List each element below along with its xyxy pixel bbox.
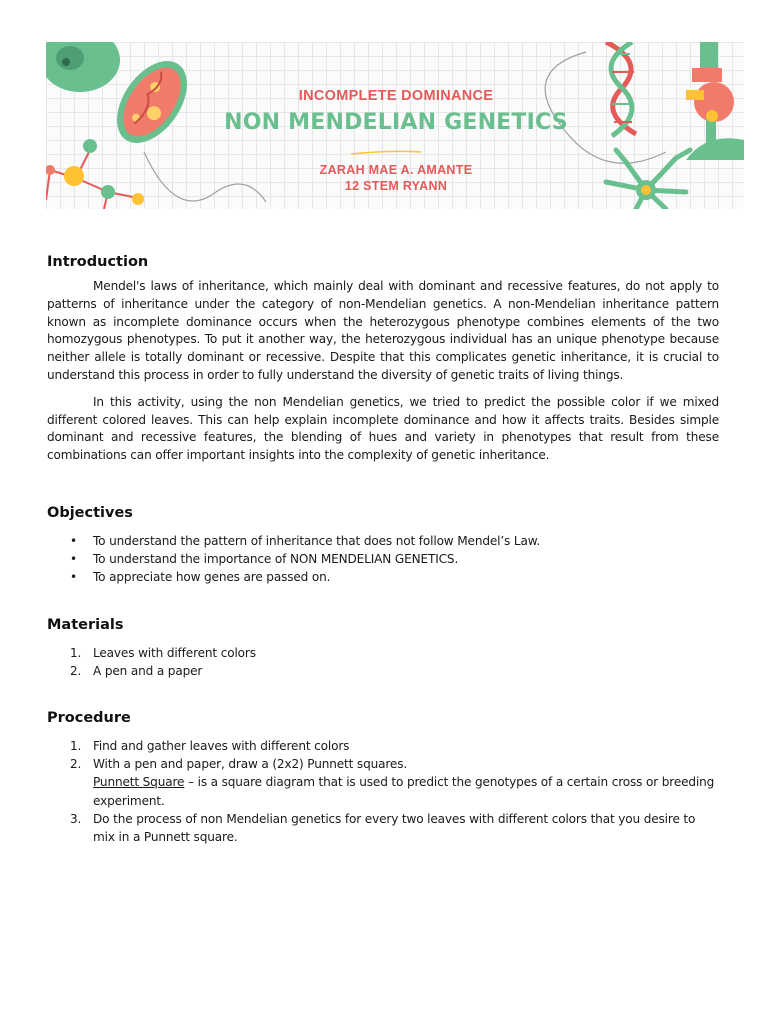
materials-list (47, 644, 719, 680)
objectives-list (47, 532, 719, 587)
introduction-heading: Introduction (47, 254, 149, 270)
document-body (47, 252, 719, 846)
introduction-paragraph-1: Mendel's laws of inheritance, which mainly deal with dominant and recessive features, do not apply to patterns of inheritance under the category of non-Mendelian genetics. A non-Mendelian inheritance pattern known as incomplete dominance occurs when the heterozygous phenotype combines elements of the two homozygous phenotypes. To put it another way, the heterozygous individual has an unique phenotype because neither allele is totally dominant or recessive. Despite that this complicates genetic inheritance, it is crucial to understand this process in order to fully understand the diversity of genetic traits of living things. (47, 279, 719, 382)
list-item: • To understand the pattern of inheritance that does not follow Mendel’s Law. (47, 532, 719, 550)
list-item: 3. Do the process of non Mendelian genetics for every two leaves with different colors that you desire to mix in a Punnett square. (70, 811, 696, 844)
banner-class: 12 STEM RYANN (344, 179, 448, 193)
bullet-icon: • (70, 533, 77, 548)
procedure-heading: Procedure (47, 709, 131, 726)
materials-heading: Materials (47, 616, 124, 633)
microscope-icon (686, 42, 744, 160)
banner-author: ZARAH MAE A. AMANTE (319, 163, 473, 177)
introduction-paragraph-2: In this activity, using the non Mendelian genetics, we tried to predict the possible color if we mixed different colored leaves. This can help explain incomplete dominance and how it affects traits. Besides simple dominant and recessive features, the blending of hues and variety in phenotypes that result from these combinations can offer important insights into the complexity of genetic inheritance. (47, 394, 719, 463)
objectives-heading: Objectives (47, 504, 133, 521)
header-banner (46, 42, 744, 209)
punnett-square-definition: – is a square diagram that is used to predict the genotypes of a certain cross or breeding experiment. (93, 775, 715, 808)
banner-subtitle: INCOMPLETE DOMINANCE (298, 88, 494, 104)
cell-icon (46, 42, 120, 92)
banner-title: NON MENDELIAN GENETICS (224, 110, 568, 135)
punnett-square-term: Punnett Square (93, 775, 185, 790)
dna-icon (606, 42, 636, 136)
list-item: 1. Find and gather leaves with different colors (70, 738, 350, 753)
list-item: • To understand the importance of NON MENDELIAN GENETICS. (47, 550, 719, 568)
bullet-icon: • (70, 570, 77, 585)
list-item: 2. With a pen and paper, draw a (2x2) Punnett squares. Punnett Square – is a square diagram that is used to predict the genotypes of a certain cross or breeding experiment. (70, 757, 715, 808)
list-item: • To appreciate how genes are passed on. (47, 568, 719, 586)
molecule-icon (46, 139, 144, 209)
bullet-icon: • (70, 552, 77, 567)
list-item: 2. A pen and a paper (70, 663, 203, 678)
procedure-list (47, 737, 719, 846)
list-item: 1. Leaves with different colors (70, 645, 256, 660)
